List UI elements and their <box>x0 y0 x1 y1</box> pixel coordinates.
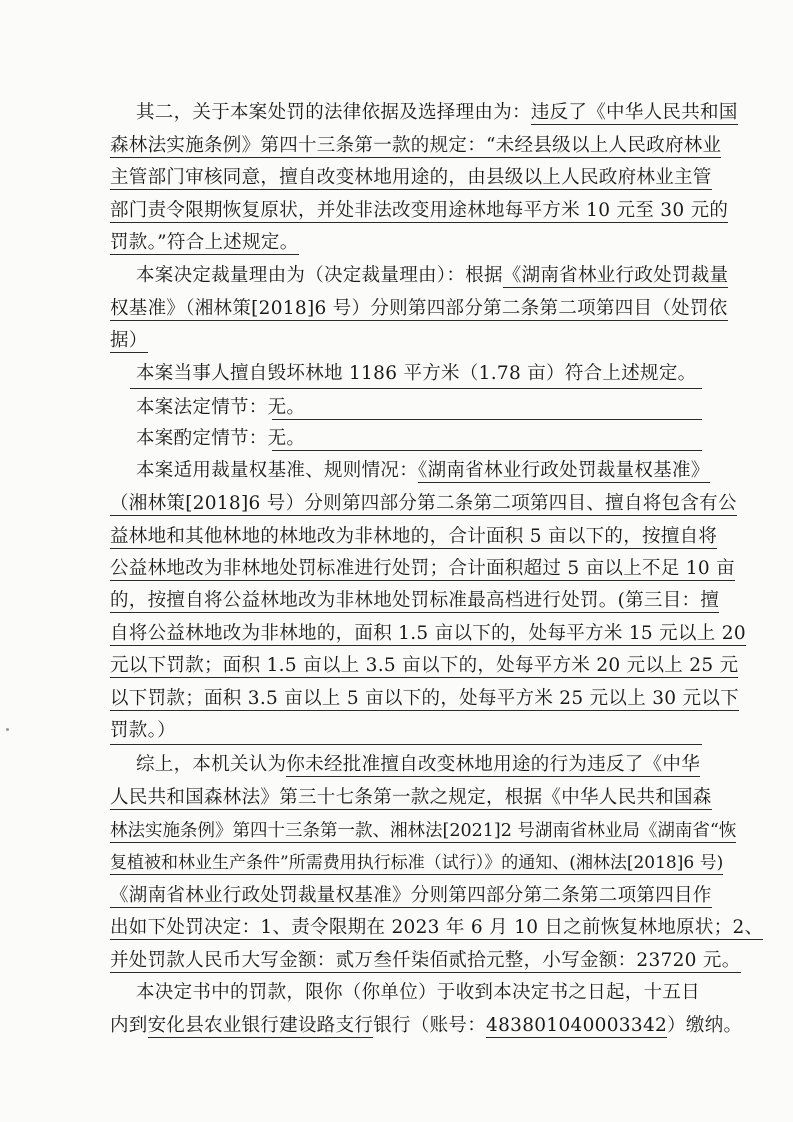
p4-underline <box>272 419 702 420</box>
p6-line-8: 以下罚款；面积 3.5 亩以上 5 亩以下的，处每平方米 25 元以上 30 元以下 <box>110 688 739 709</box>
p7-line-4: 复植被和林业生产条件”所需费用执行标准（试行）》的通知、(湘林法[2018]6 号) <box>110 853 724 873</box>
p6-underline <box>110 744 702 745</box>
scan-speck <box>6 728 9 731</box>
p7-line-6: 出如下处罚决定：1、责令限期在 2023 年 6 月 10 日之前恢复林地原状；2、 <box>110 917 764 938</box>
p6-line-9: 罚款。） <box>110 720 176 741</box>
p1-line-3: 主管部门审核同意，擅自改变林地用途的，由县级以上人民政府林业主管 <box>110 167 712 188</box>
p6-line-5: 的，按擅自将公益林地改为非林地处罚标准最高档进行处罚。(第三目：擅 <box>110 590 720 611</box>
p7-line-1: 综上，本机关认为你未经批准擅自改变林地用途的行为违反了《中华 <box>136 754 701 775</box>
p8-line-2: 内到安化县农业银行建设路支行银行（账号：483801040003342）缴纳。 <box>110 1015 743 1036</box>
p6-line-4: 公益林地改为非林地处罚标准进行处罚；合计面积超过 5 亩以上不足 10 亩 <box>110 558 735 579</box>
p6-line-6: 自将公益林地改为非林地的，面积 1.5 亩以下的，处每平方米 15 元以上 20 <box>110 623 746 644</box>
p6-line-1: 本案适用裁量权基准、规则情况：《湖南省林业行政处罚裁量权基准》 <box>136 460 710 481</box>
p4-line: 本案法定情节：无。 <box>136 397 306 418</box>
p3-underline <box>130 388 702 389</box>
p2-line-3: 据） <box>110 330 148 351</box>
p7-line-5: 《湖南省林业行政处罚裁量权基准》分则第四部分第二条第二项第四目作 <box>110 885 712 906</box>
p1-line-4: 部门责令限期恢复原状，并处非法改变用途林地每平方米 10 元至 30 元的 <box>110 200 729 221</box>
p6-line-3: 益林地和其他林地的林地改为非林地的，合计面积 5 亩以下的，按擅自将 <box>110 526 718 547</box>
p5-underline <box>272 450 702 451</box>
p2-line-2: 权基准》（湘林策[2018]6 号）分则第四部分第二条第二项第四目（处罚依 <box>110 298 728 319</box>
p1-line-5: 罚款。”符合上述规定。 <box>110 232 299 253</box>
p1-line-1: 其二，关于本案处罚的法律依据及选择理由为：违反了《中华人民共和国 <box>136 102 738 123</box>
p6-line-2: （湘林策[2018]6 号）分则第四部分第二条第二项第四目、擅自将包含有公 <box>110 493 737 514</box>
p1-legal-ref: 违反了《中华人民共和国 <box>530 102 738 123</box>
p7-line-3: 林法实施条例》第四十三条第一款、湘林法[2021]2 号湖南省林业局《湖南省“恢 <box>110 821 737 841</box>
p3-line: 本案当事人擅自毁坏林地 1186 平方米（1.78 亩）符合上述规定。 <box>136 363 697 384</box>
p7-line-2: 人民共和国森林法》第三十七条第一款之规定，根据《中华人民共和国森 <box>110 787 712 808</box>
p6-line-7: 元以下罚款；面积 1.5 亩以上 3.5 亩以下的，处每平方米 20 元以上 25 元 <box>110 655 739 676</box>
p5-line: 本案酌定情节：无。 <box>136 428 306 449</box>
bank-name: 安化县农业银行建设路支行 <box>147 1015 374 1036</box>
p2-line-1: 本案决定裁量理由为（决定裁量理由）：根据《湖南省林业行政处罚裁量 <box>136 265 729 286</box>
p8-line-1: 本决定书中的罚款，限你（你单位）于收到本决定书之日起，十五日 <box>136 982 701 1003</box>
account-number: 483801040003342 <box>486 1015 668 1036</box>
p1-line-2: 森林法实施条例》第四十三条第一款的规定：“未经县级以上人民政府林业 <box>110 135 722 156</box>
p7-line-7: 并处罚款人民币大写金额：贰万叁仟柒佰贰拾元整，小写金额：23720 元。 <box>110 950 741 971</box>
